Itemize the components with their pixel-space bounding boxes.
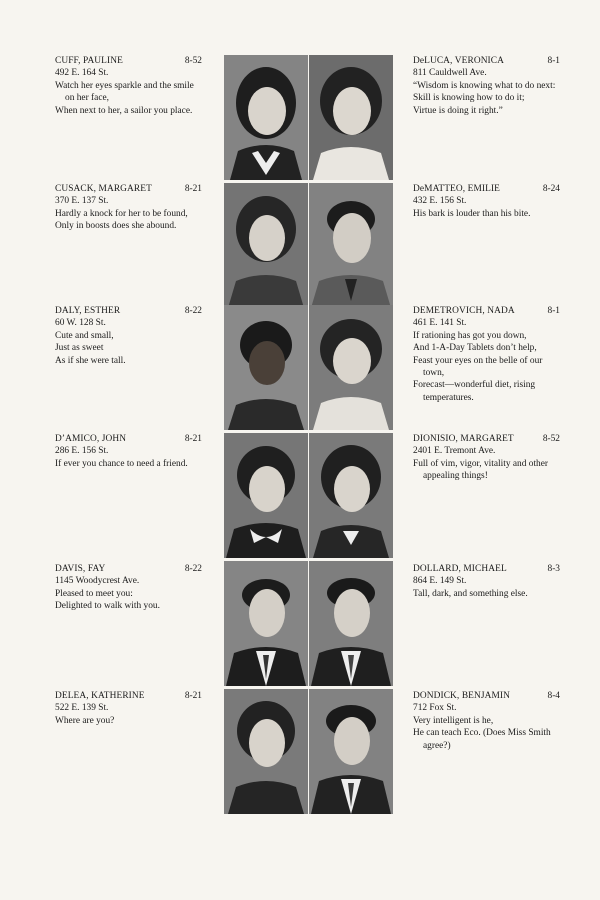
portrait-photo-dematteo-emilie (309, 183, 393, 308)
quote-line: If ever you chance to need a friend. (55, 458, 188, 469)
homeroom: 8-4 (547, 691, 560, 701)
quote-line: Very intelligent is he, (413, 715, 494, 726)
quote-line: When next to her, a sailor you place. (55, 105, 193, 116)
quote-line: If rationing has got you down, (413, 330, 527, 341)
address: 492 E. 164 St. (55, 68, 109, 79)
homeroom: 8-1 (547, 56, 560, 66)
quote-line: Hardly a knock for her to be found, (55, 208, 188, 219)
entry-cuff-pauline (55, 55, 202, 117)
student-name: DEMETROVICH, NADA (413, 306, 515, 316)
homeroom: 8-21 (184, 434, 202, 444)
portrait-photo-dollard-michael (309, 561, 393, 686)
entry-demetrovich-nada (413, 305, 560, 404)
entry-delea-katherine (55, 690, 202, 727)
address: 522 E. 139 St. (55, 703, 109, 714)
quote-line: Watch her eyes sparkle and the smile on her face, (55, 80, 194, 104)
address: 1145 Woodycrest Ave. (55, 576, 140, 587)
homeroom: 8-21 (184, 184, 202, 194)
entry-dollard-michael (413, 563, 560, 600)
quote-line: Just as sweet (55, 343, 104, 354)
entry-davis-fay (55, 563, 202, 613)
entry-deluca-veronica (413, 55, 560, 117)
entry-dionisio-margaret (413, 433, 560, 483)
student-name: DAVIS, FAY (55, 564, 106, 574)
student-name: DeLUCA, VERONICA (413, 56, 505, 66)
homeroom: 8-52 (542, 434, 560, 444)
entry-cusack-margaret (55, 183, 202, 233)
portrait-photo-damico-john (224, 433, 308, 558)
address: 864 E. 149 St. (413, 576, 467, 587)
student-name: DALY, ESTHER (55, 306, 121, 316)
portrait-photo-dionisio-margaret (309, 433, 393, 558)
entry-damico-john (55, 433, 202, 470)
address: 811 Cauldwell Ave. (413, 68, 487, 79)
homeroom: 8-24 (542, 184, 560, 194)
portrait-photo-cuff-pauline (224, 55, 308, 180)
entry-dematteo-emilie (413, 183, 560, 220)
address: 60 W. 128 St. (55, 318, 106, 329)
quote-line: Pleased to meet you: (55, 588, 133, 599)
portrait-photo-demetrovich-nada (309, 305, 393, 430)
quote-line: And 1-A-Day Tablets don’t help, (413, 343, 537, 354)
portrait-photo-delea-katherine (224, 689, 308, 814)
quote-line: Full of vim, vigor, vitality and other appealing things! (413, 458, 549, 482)
student-name: CUFF, PAULINE (55, 56, 123, 66)
quote-line: Tall, dark, and something else. (413, 588, 528, 599)
quote-line: He can teach Eco. (Does Miss Smith agree?) (413, 728, 551, 751)
address: 370 E. 137 St. (55, 196, 109, 207)
student-name: DIONISIO, MARGARET (413, 434, 514, 444)
quote-line: Only in boosts does she abound. (55, 221, 177, 232)
student-name: DOLLARD, MICHAEL (413, 564, 507, 574)
quote-line: Delighted to walk with you. (55, 601, 160, 612)
quote-line: Where are you? (55, 715, 115, 726)
student-name: D’AMICO, JOHN (55, 434, 127, 444)
portrait-photo-daly-esther (224, 305, 308, 430)
portrait-photo-cusack-margaret (224, 183, 308, 308)
quote-line: His bark is louder than his bite. (413, 208, 531, 219)
portrait-photo-deluca-veronica (309, 55, 393, 180)
quote-line: Skill is knowing how to do it; (413, 93, 525, 104)
portrait-photo-davis-fay (224, 561, 308, 686)
student-name: DeMATTEO, EMILIE (413, 184, 500, 194)
homeroom: 8-22 (184, 564, 202, 574)
entry-daly-esther (55, 305, 202, 367)
homeroom: 8-52 (184, 56, 202, 66)
address: 712 Fox St. (413, 703, 457, 714)
homeroom: 8-21 (184, 691, 202, 701)
student-name: CUSACK, MARGARET (55, 184, 152, 194)
quote-line: Cute and small, (55, 330, 114, 341)
address: 286 E. 156 St. (55, 446, 109, 457)
quote-line: Forecast—wonderful diet, rising temperatures. (413, 380, 536, 403)
address: 432 E. 156 St. (413, 196, 467, 207)
student-name: DELEA, KATHERINE (55, 691, 145, 701)
quote-line: Feast your eyes on the belle of our town, (413, 355, 543, 379)
quote-line: Virtue is doing it right.” (413, 105, 503, 116)
homeroom: 8-1 (547, 306, 560, 316)
quote-line: “Wisdom is knowing what to do next: (413, 80, 556, 91)
address: 2401 E. Tremont Ave. (413, 446, 496, 457)
portrait-photo-dondick-benjamin (309, 689, 393, 814)
homeroom: 8-22 (184, 306, 202, 316)
entry-dondick-benjamin (413, 690, 560, 752)
homeroom: 8-3 (547, 564, 560, 574)
student-name: DONDICK, BENJAMIN (413, 691, 511, 701)
quote-line: As if she were tall. (55, 355, 126, 366)
address: 461 E. 141 St. (413, 318, 467, 329)
